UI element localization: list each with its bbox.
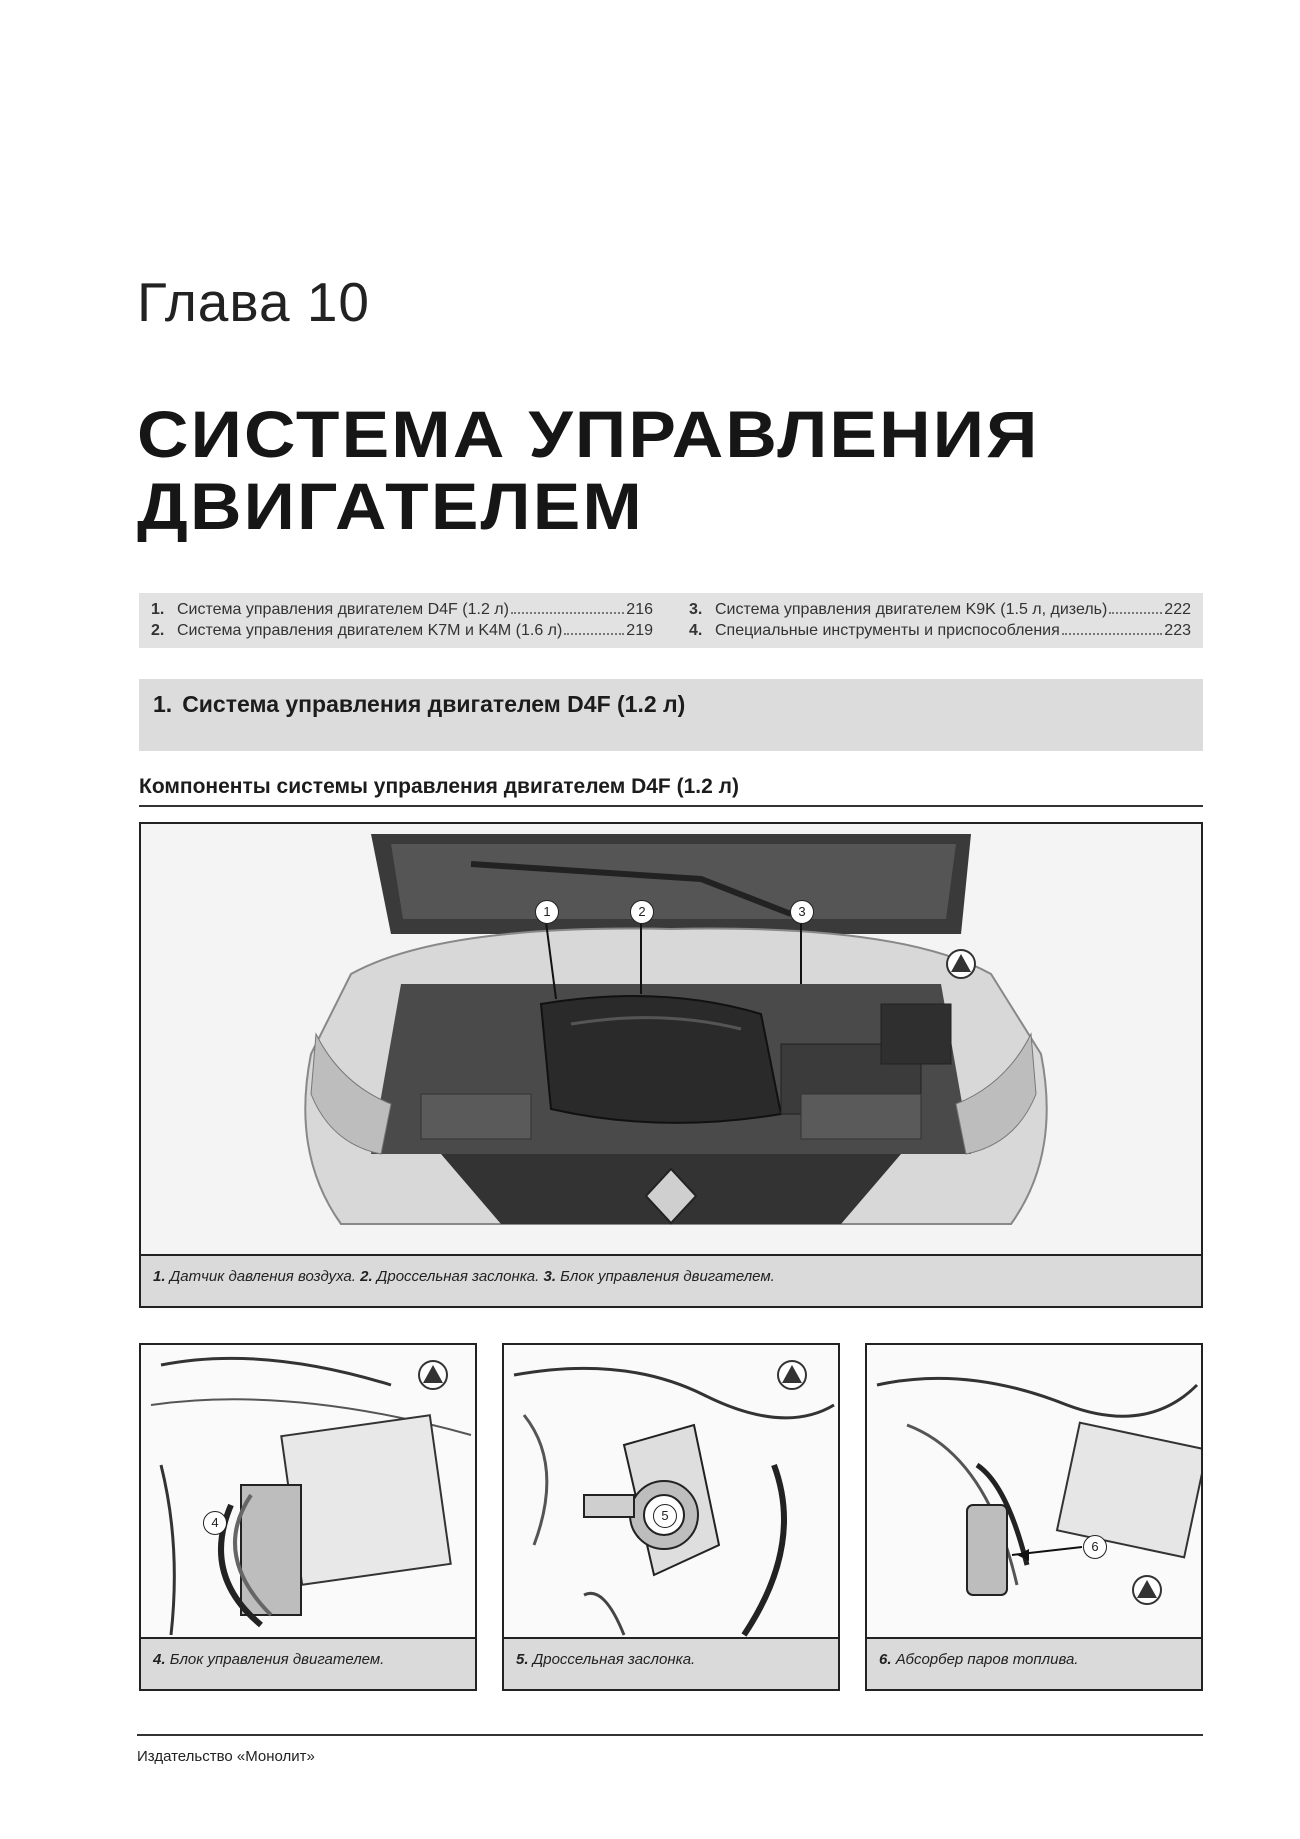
caption-number: 2. — [360, 1268, 373, 1285]
toc-leader-dots — [1109, 612, 1162, 614]
engine-bay-illustration — [141, 824, 1203, 1258]
caption-text: Блок управления двигателем. — [560, 1268, 775, 1285]
caption-text: Дроссельная заслонка. — [532, 1651, 696, 1668]
table-of-contents — [139, 593, 1203, 648]
figure-callout: 3 — [790, 900, 814, 924]
subheading: Компоненты системы управления двигателем D4F (1.2 л) — [139, 775, 1203, 807]
toc-item-number: 3. — [689, 600, 703, 618]
caption-number: 3. — [543, 1268, 556, 1285]
figure-callout: 4 — [203, 1511, 227, 1535]
figure-callout: 2 — [630, 900, 654, 924]
chapter-title-line-1: СИСТЕМА УПРАВЛЕНИЯ — [137, 397, 1040, 471]
throttle-body-illustration — [504, 1345, 840, 1641]
caption-number: 5. — [516, 1651, 529, 1668]
publisher-footer: Издательство «Монолит» — [137, 1748, 315, 1765]
canister-illustration — [867, 1345, 1203, 1641]
section-number: 1. — [153, 691, 173, 717]
caption-number: 6. — [879, 1651, 892, 1668]
toc-column-right — [689, 599, 1191, 642]
toc-item-title: Система управления двигателем K9K (1.5 л, дизель) — [715, 600, 1108, 618]
toc-leader-dots — [564, 633, 624, 635]
toc-item[interactable] — [689, 622, 1191, 640]
toc-item-title: Система управления двигателем D4F (1.2 л) — [177, 600, 509, 618]
figure-callout: 5 — [653, 1504, 677, 1528]
toc-leader-dots — [511, 612, 624, 614]
toc-item-title: Система управления двигателем K7M и K4M (1.6 л) — [177, 622, 563, 640]
figure-caption — [504, 1637, 838, 1689]
footer-divider — [137, 1734, 1203, 1736]
figure-caption — [141, 1254, 1201, 1306]
caption-text: Абсорбер паров топлива. — [895, 1651, 1079, 1668]
toc-item-page: 223 — [1164, 622, 1191, 640]
toc-leader-dots — [1062, 633, 1163, 635]
toc-item-page: 222 — [1164, 600, 1191, 618]
toc-item-page: 219 — [626, 622, 653, 640]
caption-number: 4. — [153, 1651, 166, 1668]
toc-item-page: 216 — [626, 600, 653, 618]
figure-callout: 1 — [535, 900, 559, 924]
caption-text: Блок управления двигателем. — [169, 1651, 385, 1668]
caption-number: 1. — [153, 1268, 166, 1285]
section-title: Система управления двигателем D4F (1.2 л) — [182, 691, 686, 717]
toc-item-number: 4. — [689, 622, 703, 640]
toc-item[interactable] — [689, 601, 1191, 619]
section-banner — [139, 679, 1203, 751]
caption-text: Дроссельная заслонка. — [376, 1268, 540, 1285]
chapter-title — [137, 398, 1040, 542]
toc-column-left — [151, 599, 653, 642]
small-figure-4 — [139, 1343, 477, 1691]
toc-item[interactable] — [151, 601, 653, 619]
ecu-illustration — [141, 1345, 477, 1641]
chapter-title-line-2: ДВИГАТЕЛЕМ — [137, 469, 644, 543]
toc-item-number: 1. — [151, 600, 165, 618]
chapter-label: Глава 10 — [137, 271, 371, 333]
figure-caption — [141, 1637, 475, 1689]
main-figure — [139, 822, 1203, 1308]
caption-text: Датчик давления воздуха. — [169, 1268, 356, 1285]
toc-item-number: 2. — [151, 622, 165, 640]
figure-caption — [867, 1637, 1201, 1689]
figure-callout: 6 — [1083, 1535, 1107, 1559]
small-figure-6 — [865, 1343, 1203, 1691]
toc-item-title: Специальные инструменты и приспособления — [715, 622, 1060, 640]
small-figure-5 — [502, 1343, 840, 1691]
toc-item[interactable] — [151, 622, 653, 640]
